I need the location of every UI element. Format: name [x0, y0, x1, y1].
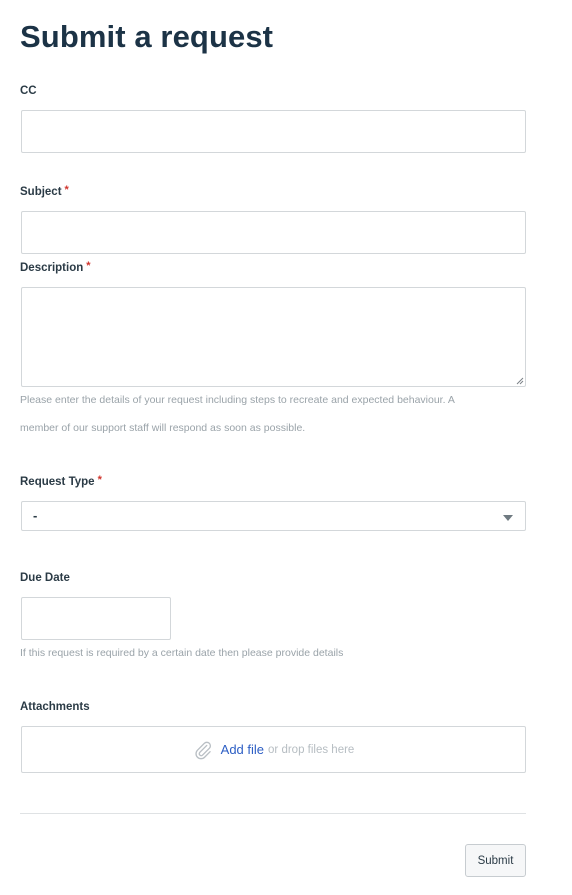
submit-button[interactable]: Submit: [465, 844, 526, 877]
description-hint-line-1: Please enter the details of your request including steps to recreate and expected behaviour. A: [20, 394, 455, 406]
cc-label: [20, 84, 37, 98]
description-hint-line-2: member of our support staff will respond as soon as possible.: [20, 422, 306, 434]
request-type-label-text: Request Type: [20, 476, 95, 488]
request-type-select[interactable]: [21, 501, 526, 531]
request-type-label: [20, 475, 102, 489]
page-title: Submit a request: [20, 19, 274, 54]
resize-grip-icon[interactable]: [516, 377, 524, 385]
description-required-mark: *: [86, 260, 91, 272]
subject-label-text: Subject: [20, 186, 62, 198]
due-date-hint: If this request is required by a certain date then please provide details: [20, 647, 344, 659]
request-type-required-mark: *: [97, 474, 102, 486]
description-label: [20, 261, 91, 275]
drop-files-text: or drop files here: [268, 743, 355, 756]
due-date-label-text: Due Date: [20, 572, 70, 584]
caret-down-icon: [503, 515, 513, 521]
subject-required-mark: *: [64, 184, 69, 196]
attachments-label-text: Attachments: [20, 701, 90, 713]
subject-label: [20, 185, 69, 199]
paperclip-icon: [193, 740, 213, 760]
attachments-label: [20, 700, 90, 714]
due-date-input[interactable]: [21, 597, 171, 640]
description-label-text: Description: [20, 262, 84, 274]
cc-input[interactable]: [21, 110, 526, 153]
add-file-link[interactable]: Add file: [220, 742, 265, 757]
attachments-dropzone[interactable]: [21, 726, 526, 773]
due-date-label: [20, 571, 70, 585]
request-type-selected-value: -: [33, 508, 38, 523]
form-divider: [20, 813, 526, 814]
description-textarea[interactable]: [21, 287, 526, 387]
subject-input[interactable]: [21, 211, 526, 254]
cc-label-text: CC: [20, 85, 37, 97]
